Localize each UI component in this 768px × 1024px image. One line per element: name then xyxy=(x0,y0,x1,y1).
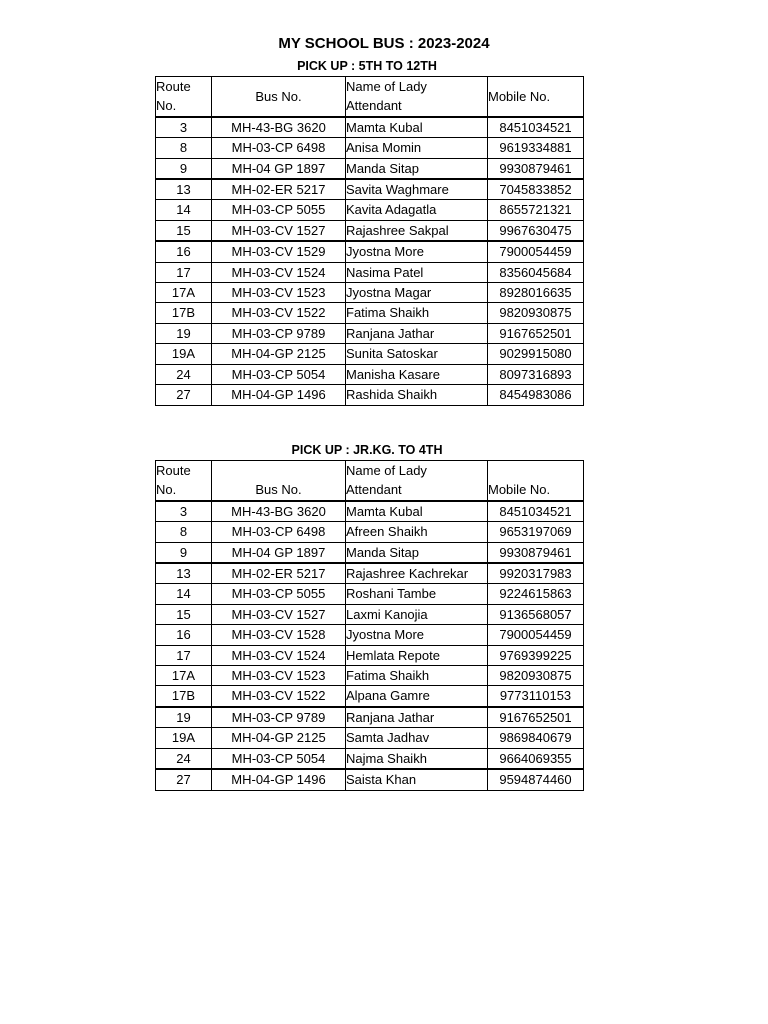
attendant-cell: Jyostna Magar xyxy=(346,283,488,303)
header-route-line1: Route xyxy=(156,463,191,478)
bus-number-cell: MH-04-GP 2125 xyxy=(212,344,346,364)
mobile-cell: 9820930875 xyxy=(488,666,584,686)
bus-number-cell: MH-03-CV 1523 xyxy=(212,666,346,686)
mobile-cell: 7900054459 xyxy=(488,241,584,262)
header-mobile: Mobile No. xyxy=(488,461,584,501)
route-cell: 19A xyxy=(156,728,212,748)
table-row xyxy=(156,686,584,707)
route-cell: 16 xyxy=(156,625,212,645)
bus-number-cell: MH-03-CV 1524 xyxy=(212,262,346,282)
bus-number-cell: MH-03-CV 1522 xyxy=(212,303,346,323)
route-cell: 14 xyxy=(156,584,212,604)
table-row xyxy=(156,241,584,262)
route-cell: 17 xyxy=(156,645,212,665)
attendant-cell: Afreen Shaikh xyxy=(346,522,488,542)
route-cell: 27 xyxy=(156,385,212,405)
table-row xyxy=(156,666,584,686)
attendant-cell: Sunita Satoskar xyxy=(346,344,488,364)
bus-number-cell: MH-03-CV 1524 xyxy=(212,645,346,665)
route-cell: 19 xyxy=(156,707,212,728)
mobile-cell: 9029915080 xyxy=(488,344,584,364)
attendant-cell: Ranjana Jathar xyxy=(346,323,488,343)
route-cell: 3 xyxy=(156,501,212,522)
bus-number-cell: MH-04-GP 1496 xyxy=(212,385,346,405)
route-cell: 13 xyxy=(156,563,212,584)
bus-number-cell: MH-03-CP 5055 xyxy=(212,584,346,604)
header-attendant xyxy=(346,77,488,117)
attendant-cell: Rashida Shaikh xyxy=(346,385,488,405)
mobile-cell: 7900054459 xyxy=(488,625,584,645)
header-bus: Bus No. xyxy=(212,461,346,501)
table-row xyxy=(156,769,584,790)
route-cell: 27 xyxy=(156,769,212,790)
header-route-line2: No. xyxy=(156,98,177,114)
bus-table-senior xyxy=(155,76,584,406)
attendant-cell: Saista Khan xyxy=(346,769,488,790)
table-row xyxy=(156,200,584,220)
mobile-cell: 9653197069 xyxy=(488,522,584,542)
route-cell: 9 xyxy=(156,542,212,563)
table-row xyxy=(156,323,584,343)
header-route-line2: No. xyxy=(156,482,177,498)
table-row xyxy=(156,303,584,323)
attendant-cell: Nasima Patel xyxy=(346,262,488,282)
attendant-cell: Manda Sitap xyxy=(346,158,488,179)
mobile-cell: 9769399225 xyxy=(488,645,584,665)
bus-number-cell: MH-03-CP 6498 xyxy=(212,522,346,542)
mobile-cell: 8356045684 xyxy=(488,262,584,282)
header-route xyxy=(156,461,212,501)
bus-number-cell: MH-04 GP 1897 xyxy=(212,158,346,179)
route-cell: 8 xyxy=(156,522,212,542)
bus-number-cell: MH-03-CV 1528 xyxy=(212,625,346,645)
table-row xyxy=(156,262,584,282)
mobile-cell: 9820930875 xyxy=(488,303,584,323)
mobile-cell: 9869840679 xyxy=(488,728,584,748)
route-cell: 17A xyxy=(156,666,212,686)
header-route xyxy=(156,77,212,117)
attendant-cell: Hemlata Repote xyxy=(346,645,488,665)
route-cell: 19A xyxy=(156,344,212,364)
table-body-senior xyxy=(156,117,584,405)
route-cell: 3 xyxy=(156,117,212,138)
attendant-cell: Rajashree Kachrekar xyxy=(346,563,488,584)
route-cell: 17A xyxy=(156,283,212,303)
mobile-cell: 9224615863 xyxy=(488,584,584,604)
attendant-cell: Najma Shaikh xyxy=(346,748,488,769)
section-title-junior: PICK UP : JR.KG. TO 4TH xyxy=(291,443,443,457)
bus-number-cell: MH-03-CP 5054 xyxy=(212,364,346,384)
table-body-junior xyxy=(156,501,584,790)
table-row xyxy=(156,344,584,364)
mobile-cell: 8454983086 xyxy=(488,385,584,405)
attendant-cell: Jyostna More xyxy=(346,241,488,262)
mobile-cell: 9773110153 xyxy=(488,686,584,707)
header-attendant-line2: Attendant xyxy=(346,482,402,498)
mobile-cell: 8097316893 xyxy=(488,364,584,384)
bus-number-cell: MH-04-GP 1496 xyxy=(212,769,346,790)
mobile-cell: 9619334881 xyxy=(488,138,584,158)
bus-number-cell: MH-03-CP 5055 xyxy=(212,200,346,220)
table-row xyxy=(156,584,584,604)
route-cell: 17B xyxy=(156,303,212,323)
table-row xyxy=(156,283,584,303)
mobile-cell: 8655721321 xyxy=(488,200,584,220)
route-cell: 13 xyxy=(156,179,212,200)
table-row xyxy=(156,220,584,241)
bus-number-cell: MH-03-CP 9789 xyxy=(212,707,346,728)
header-attendant xyxy=(346,461,488,501)
document-title: MY SCHOOL BUS : 2023-2024 xyxy=(278,35,490,52)
mobile-cell: 8928016635 xyxy=(488,283,584,303)
bus-number-cell: MH-43-BG 3620 xyxy=(212,501,346,522)
attendant-cell: Manisha Kasare xyxy=(346,364,488,384)
mobile-cell: 9136568057 xyxy=(488,604,584,624)
bus-number-cell: MH-03-CV 1523 xyxy=(212,283,346,303)
header-attendant-line1: Name of Lady xyxy=(346,463,427,478)
attendant-cell: Fatima Shaikh xyxy=(346,666,488,686)
table-row xyxy=(156,522,584,542)
route-cell: 16 xyxy=(156,241,212,262)
table-row xyxy=(156,728,584,748)
route-cell: 24 xyxy=(156,364,212,384)
table-row xyxy=(156,625,584,645)
attendant-cell: Jyostna More xyxy=(346,625,488,645)
bus-number-cell: MH-03-CV 1527 xyxy=(212,604,346,624)
bus-number-cell: MH-04 GP 1897 xyxy=(212,542,346,563)
table-row xyxy=(156,138,584,158)
header-route-line1: Route xyxy=(156,79,191,94)
attendant-cell: Samta Jadhav xyxy=(346,728,488,748)
mobile-cell: 9930879461 xyxy=(488,542,584,563)
route-cell: 17 xyxy=(156,262,212,282)
header-bus: Bus No. xyxy=(212,77,346,117)
route-cell: 17B xyxy=(156,686,212,707)
table-row xyxy=(156,748,584,769)
header-mobile: Mobile No. xyxy=(488,77,584,117)
attendant-cell: Alpana Gamre xyxy=(346,686,488,707)
route-cell: 15 xyxy=(156,604,212,624)
mobile-cell: 7045833852 xyxy=(488,179,584,200)
mobile-cell: 9967630475 xyxy=(488,220,584,241)
bus-number-cell: MH-03-CV 1529 xyxy=(212,241,346,262)
attendant-cell: Mamta Kubal xyxy=(346,501,488,522)
attendant-cell: Fatima Shaikh xyxy=(346,303,488,323)
attendant-cell: Savita Waghmare xyxy=(346,179,488,200)
table-row xyxy=(156,645,584,665)
table-row xyxy=(156,179,584,200)
attendant-cell: Roshani Tambe xyxy=(346,584,488,604)
table-row xyxy=(156,604,584,624)
header-attendant-line1: Name of Lady xyxy=(346,79,427,94)
attendant-cell: Kavita Adagatla xyxy=(346,200,488,220)
mobile-cell: 9594874460 xyxy=(488,769,584,790)
bus-number-cell: MH-03-CP 5054 xyxy=(212,748,346,769)
mobile-cell: 9920317983 xyxy=(488,563,584,584)
mobile-cell: 9167652501 xyxy=(488,323,584,343)
section-title-senior: PICK UP : 5TH TO 12TH xyxy=(297,59,437,73)
attendant-cell: Ranjana Jathar xyxy=(346,707,488,728)
table-row xyxy=(156,364,584,384)
table-row xyxy=(156,385,584,405)
bus-table-junior xyxy=(155,460,584,791)
header-attendant-line2: Attendant xyxy=(346,98,402,114)
mobile-cell: 9167652501 xyxy=(488,707,584,728)
attendant-cell: Laxmi Kanojia xyxy=(346,604,488,624)
attendant-cell: Anisa Momin xyxy=(346,138,488,158)
table-row xyxy=(156,501,584,522)
route-cell: 19 xyxy=(156,323,212,343)
table-row xyxy=(156,707,584,728)
bus-number-cell: MH-02-ER 5217 xyxy=(212,563,346,584)
attendant-cell: Mamta Kubal xyxy=(346,117,488,138)
table-row xyxy=(156,563,584,584)
bus-number-cell: MH-03-CP 6498 xyxy=(212,138,346,158)
bus-number-cell: MH-03-CP 9789 xyxy=(212,323,346,343)
bus-number-cell: MH-04-GP 2125 xyxy=(212,728,346,748)
bus-number-cell: MH-43-BG 3620 xyxy=(212,117,346,138)
route-cell: 8 xyxy=(156,138,212,158)
bus-number-cell: MH-03-CV 1527 xyxy=(212,220,346,241)
mobile-cell: 9664069355 xyxy=(488,748,584,769)
attendant-cell: Manda Sitap xyxy=(346,542,488,563)
table-row xyxy=(156,117,584,138)
mobile-cell: 8451034521 xyxy=(488,501,584,522)
attendant-cell: Rajashree Sakpal xyxy=(346,220,488,241)
mobile-cell: 9930879461 xyxy=(488,158,584,179)
route-cell: 9 xyxy=(156,158,212,179)
route-cell: 15 xyxy=(156,220,212,241)
route-cell: 14 xyxy=(156,200,212,220)
table-row xyxy=(156,158,584,179)
mobile-cell: 8451034521 xyxy=(488,117,584,138)
route-cell: 24 xyxy=(156,748,212,769)
bus-number-cell: MH-03-CV 1522 xyxy=(212,686,346,707)
table-row xyxy=(156,542,584,563)
bus-number-cell: MH-02-ER 5217 xyxy=(212,179,346,200)
